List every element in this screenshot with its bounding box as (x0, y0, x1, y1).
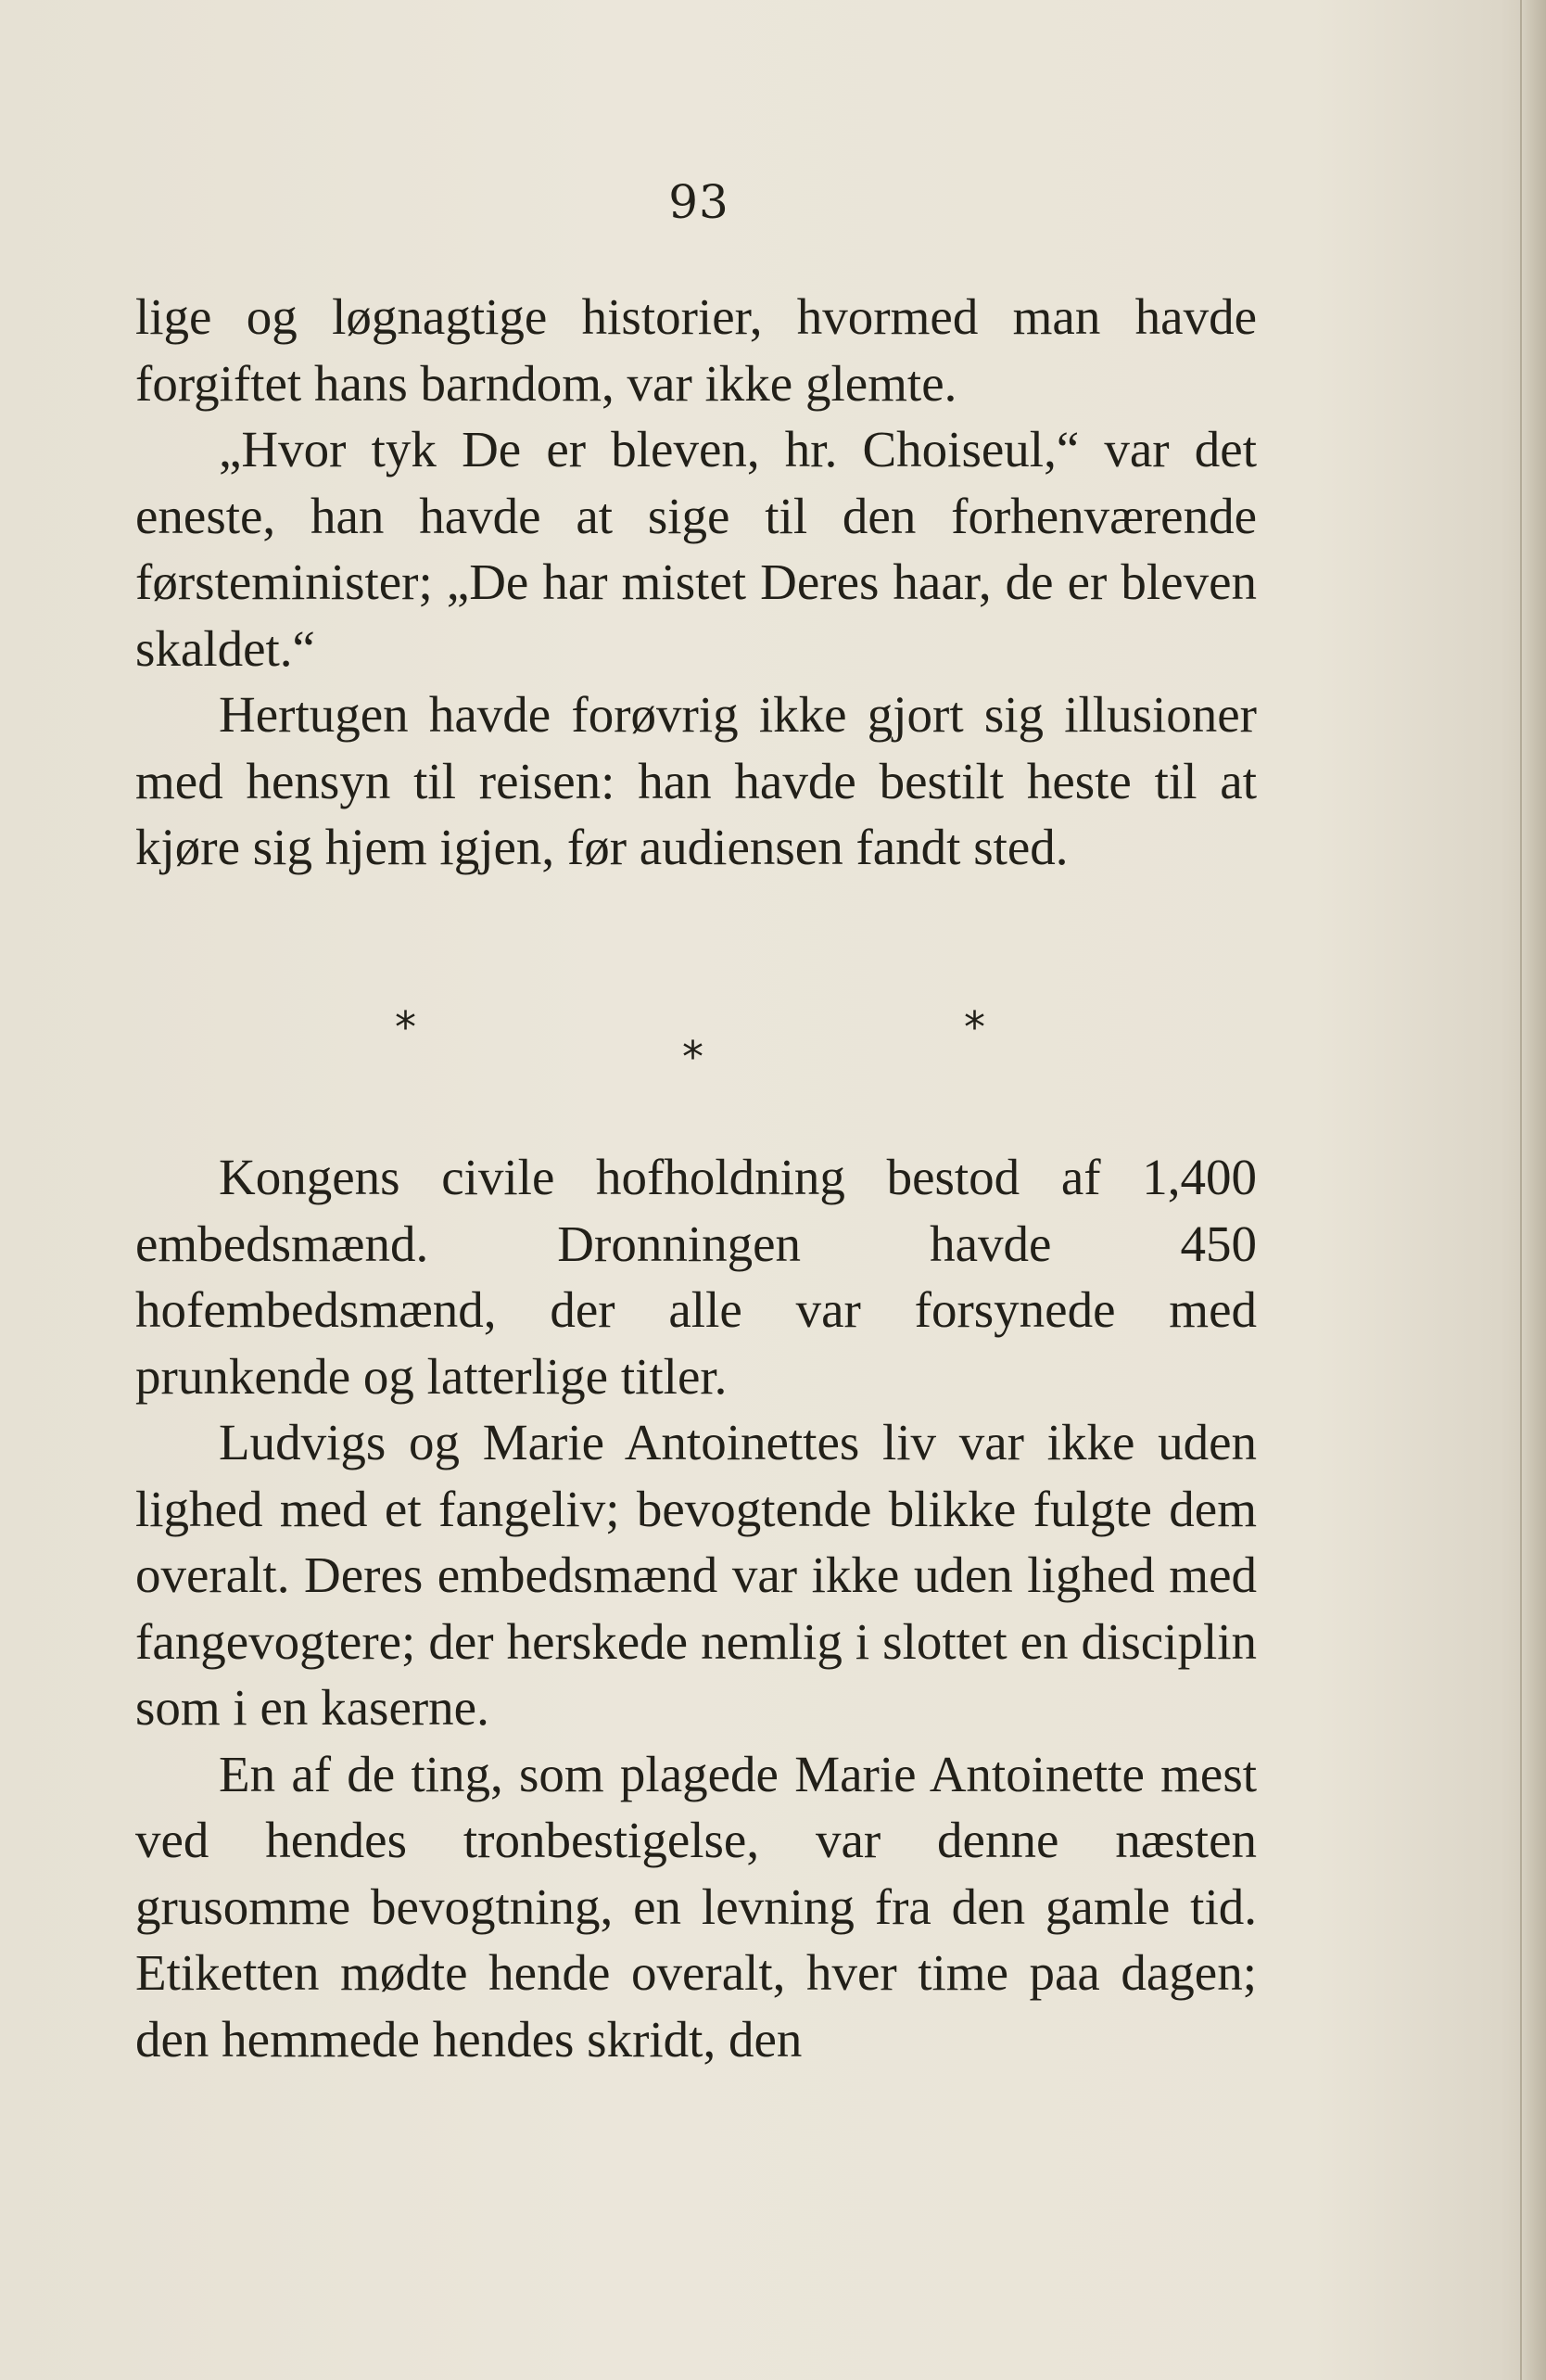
paragraph: En af de ting, som plagede Marie Antoinette mest ved hendes tronbestigelse, var denne næsten grusomme bevogtning, en levning fra den gamle tid. Etiketten mødte hende overalt, hver time paa dagen; den hemmede hendes skridt, den (135, 1745, 1257, 2068)
text-block-bottom (135, 1144, 1257, 2072)
asterisk: * (682, 1032, 703, 1082)
asterisk: * (395, 1002, 416, 1052)
asterisk: * (964, 1002, 985, 1052)
section-separator (135, 1002, 1257, 1117)
page-edge (1520, 0, 1546, 2380)
paragraph: Hertugen havde forøvrig ikke gjort sig illusioner med hensyn til reisen: han havde bestilt heste til at kjøre sig hjem igjen, før audiensen fandt sted. (135, 686, 1257, 875)
text-block-top (135, 284, 1257, 881)
paragraph: Kongens civile hofholdning bestod af 1,400 embedsmænd. Dronningen havde 450 hofembedsmænd, der alle var forsynede med prunkende og latterlige titler. (135, 1149, 1257, 1405)
paragraph: „Hvor tyk De er bleven, hr. Choiseul,“ var det eneste, han havde at sige til den forhenværende førsteminister; „De har mistet Deres haar, de er bleven skaldet.“ (135, 421, 1257, 677)
page-number: 93 (668, 175, 729, 229)
paragraph: lige og løgnagtige historier, hvormed man havde forgiftet hans barndom, var ikke glemte. (135, 288, 1257, 412)
paragraph: Ludvigs og Marie Antoinettes liv var ikke uden lighed med et fangeliv; bevogtende blikke fulgte dem overalt. Deres embedsmænd var ikke uden lighed med fangevogtere; der herskede nemlig i slottet en disciplin som i en kaserne. (135, 1414, 1257, 1736)
